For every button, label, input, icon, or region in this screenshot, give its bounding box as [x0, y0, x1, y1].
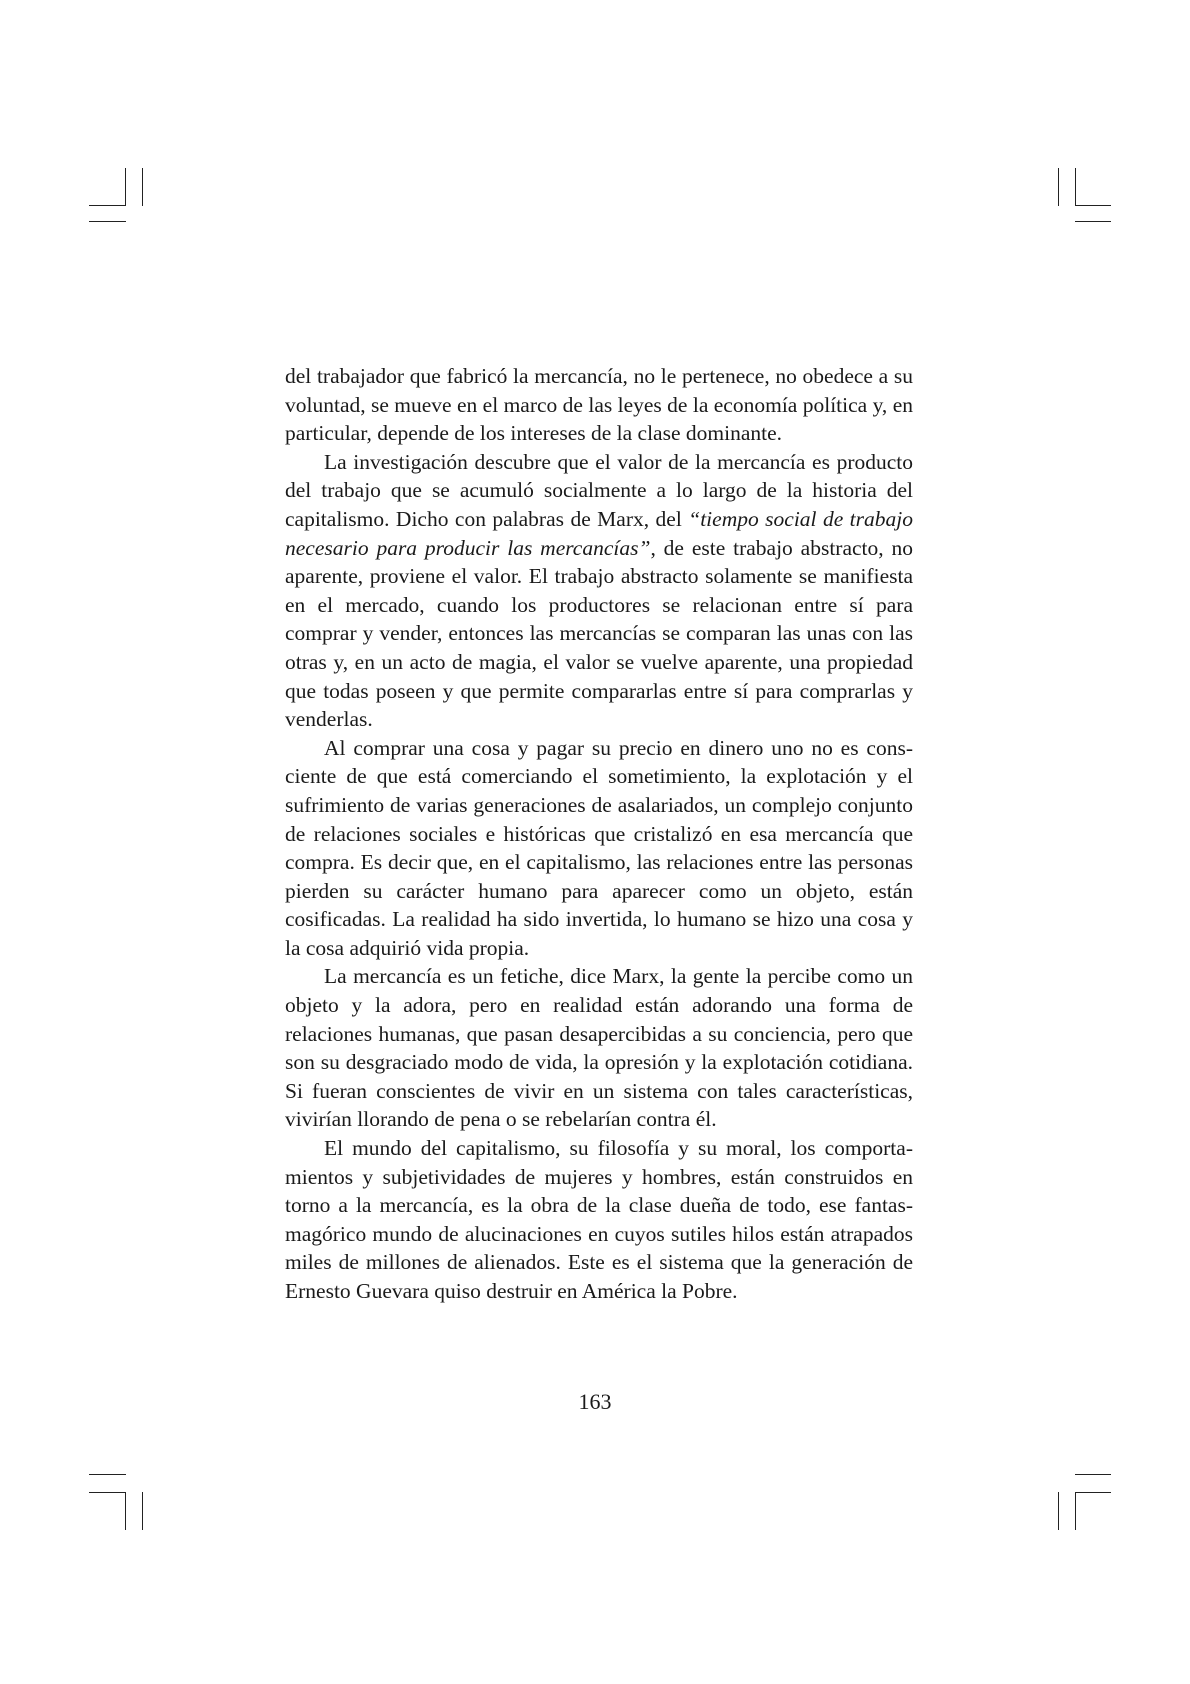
crop-mark	[1058, 1492, 1059, 1530]
crop-mark	[1075, 1474, 1111, 1475]
page-number: 163	[578, 1389, 612, 1414]
crop-mark	[89, 1474, 126, 1475]
crop-mark	[1058, 168, 1059, 206]
text-run: del trabajador que fabricó la mercancía, no le pertenece, no obedece a su voluntad, se mueve en el marco de las leyes de la economía política y, en particular, depende de los intereses de la clase dominante.	[285, 364, 913, 446]
crop-mark	[1075, 221, 1111, 222]
paragraph	[285, 1134, 913, 1306]
crop-mark	[89, 1492, 126, 1493]
text-run: El mundo del capitalismo, su filosofía y su moral, los comportamientos y subjetividades de mujeres y hombres, están construidos en torno a la mercancía, es la obra de la clase dueña de todo, ese fantasmagórico mundo de alucinaciones en cuyos sutiles hilos están atrapados miles de millones de alienados. Este es el sistema que la generación de Ernesto Guevara quiso destruir en América la Pobre.	[285, 1136, 913, 1303]
crop-mark	[1075, 1492, 1076, 1530]
text-run: , de este trabajo abstracto, no aparente, proviene el valor. El trabajo abstracto solamente se manifiesta en el mercado, cuando los productores se relacionan entre sí para comprar y vender, entonces las mercancías se comparan las unas con las otras y, en un acto de magia, el valor se vuelve aparente, una propiedad que todas poseen y que permite compararlas entre sí para comprarlas y venderlas.	[285, 535, 913, 732]
text-run: La mercancía es un fetiche, dice Marx, la gente la percibe como un objeto y la adora, pero en realidad están adorando una forma de relaciones humanas, que pasan desapercibidas a su conciencia, pero que son su desgraciado modo de vida, la opresión y la explotación cotidiana. Si fueran conscientes de vivir en un sistema con tales características, vivirían llorando de pena o se rebelarían contra él.	[285, 964, 913, 1132]
body-text	[285, 362, 913, 1306]
text-run: La investigación descubre que el valor de la mercancía es producto del trabajo que se acumuló socialmente a lo largo de la historia del capitalismo. Dicho con palabras de Marx, del	[285, 449, 913, 531]
paragraph	[285, 734, 913, 963]
crop-mark	[1075, 205, 1111, 206]
crop-mark	[89, 205, 126, 206]
paragraph	[285, 448, 913, 734]
paragraph	[285, 362, 913, 448]
crop-mark	[125, 168, 126, 206]
italic-quote: “tiempo social de trabajo necesario para producir las mercancías”	[285, 506, 913, 560]
text-run: Al comprar una cosa y pagar su precio en dinero uno no es consciente de que está comerciando el sometimiento, la explotación y el sufrimiento de varias generaciones de asalariados, un complejo conjunto de relaciones sociales e históricas que cristalizó en esa mercancía que compra. Es decir que, en el capitalismo, las relaciones entre las personas pierden su carácter humano para aparecer como un objeto, están cosificadas. La realidad ha sido invertida, lo humano se hizo una cosa y la cosa adquirió vida propia.	[285, 735, 913, 960]
crop-mark	[142, 168, 143, 206]
crop-mark	[1075, 1492, 1111, 1493]
paragraph	[285, 962, 913, 1134]
crop-mark	[142, 1492, 143, 1530]
crop-mark	[89, 221, 126, 222]
crop-mark	[125, 1492, 126, 1530]
crop-mark	[1075, 168, 1076, 206]
